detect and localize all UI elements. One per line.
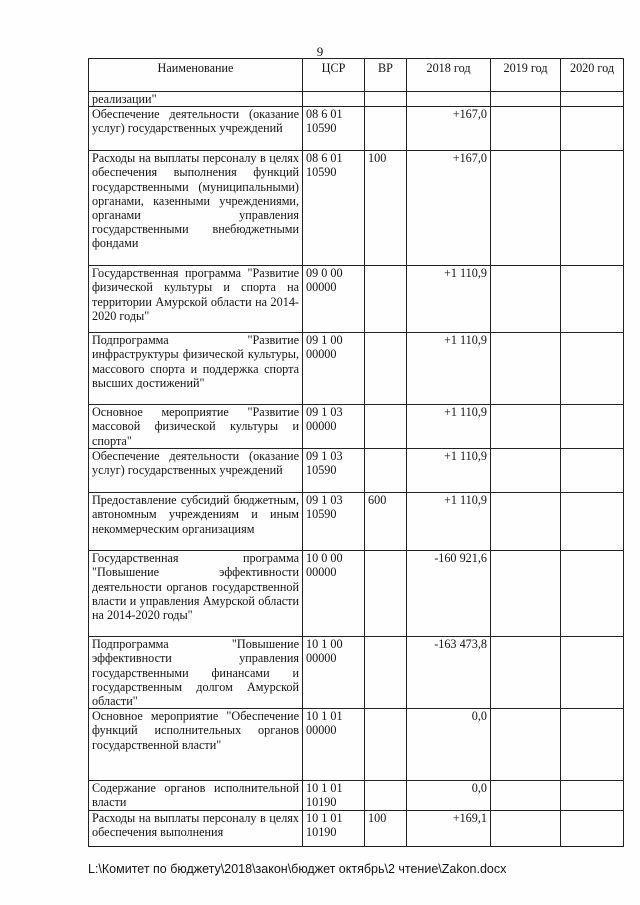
- cell-vr: [365, 266, 407, 333]
- table-row: [89, 266, 624, 333]
- cell-y2020: [561, 405, 624, 449]
- cell-y2020: [561, 266, 624, 333]
- cell-y2018: +1 110,9: [407, 405, 491, 449]
- table-row: [89, 151, 624, 266]
- cell-y2020: [561, 709, 624, 781]
- table-row: [89, 107, 624, 151]
- cell-y2020: [561, 551, 624, 637]
- table-row: [89, 92, 624, 107]
- cell-name: Подпрограмма "Повышение эффективности управления государственными финансами и государственным долгом Амурской области": [89, 637, 303, 709]
- cell-name: Основное мероприятие "Развитие массовой физической культуры и спорта": [89, 405, 303, 449]
- cell-name: Содержание органов исполнительной власти: [89, 781, 303, 810]
- cell-y2018: -160 921,6: [407, 551, 491, 637]
- table-row: [89, 709, 624, 781]
- cell-vr: [365, 92, 407, 107]
- cell-y2018: +167,0: [407, 151, 491, 266]
- cell-y2019: [491, 551, 561, 637]
- cell-y2019: [491, 151, 561, 266]
- cell-vr: [365, 449, 407, 493]
- cell-y2020: [561, 810, 624, 846]
- cell-y2018: 0,0: [407, 709, 491, 781]
- cell-vr: [365, 637, 407, 709]
- cell-y2018: +169,1: [407, 810, 491, 846]
- header-2019: 2019 год: [491, 59, 561, 92]
- cell-csr: 08 6 01 10590: [303, 151, 365, 266]
- cell-name: Расходы на выплаты персоналу в целях обеспечения выполнения функций государственными (муниципальными) органами, казенными учреждениями, органами управления государственными внебюджетными фондами: [89, 151, 303, 266]
- header-name: Наименование: [89, 59, 303, 92]
- cell-y2020: [561, 449, 624, 493]
- cell-vr: [365, 551, 407, 637]
- cell-csr: 10 1 01 10190: [303, 781, 365, 810]
- header-2020: 2020 год: [561, 59, 624, 92]
- cell-vr: [365, 709, 407, 781]
- cell-csr: 09 0 00 00000: [303, 266, 365, 333]
- table-row: [89, 493, 624, 551]
- cell-csr: 09 1 03 10590: [303, 493, 365, 551]
- table-row: [89, 810, 624, 846]
- cell-vr: 600: [365, 493, 407, 551]
- header-2018: 2018 год: [407, 59, 491, 92]
- cell-name: Расходы на выплаты персоналу в целях обеспечения выполнения: [89, 810, 303, 846]
- cell-y2019: [491, 266, 561, 333]
- cell-csr: 10 1 00 00000: [303, 637, 365, 709]
- table-row: [89, 637, 624, 709]
- budget-table: [88, 58, 624, 847]
- cell-y2020: [561, 151, 624, 266]
- cell-vr: 100: [365, 151, 407, 266]
- cell-y2020: [561, 92, 624, 107]
- cell-csr: 09 1 03 00000: [303, 405, 365, 449]
- cell-name: Государственная программа "Развитие физической культуры и спорта на территории Амурской области на 2014-2020 годы": [89, 266, 303, 333]
- cell-y2018: -163 473,8: [407, 637, 491, 709]
- cell-name: Подпрограмма "Развитие инфраструктуры физической культуры, массового спорта и поддержка спорта высших достижений": [89, 333, 303, 405]
- cell-y2019: [491, 637, 561, 709]
- cell-name: Обеспечение деятельности (оказание услуг) государственных учреждений: [89, 107, 303, 151]
- cell-y2018: +1 110,9: [407, 493, 491, 551]
- cell-csr: [303, 92, 365, 107]
- cell-y2020: [561, 333, 624, 405]
- cell-vr: [365, 405, 407, 449]
- cell-csr: 09 1 03 10590: [303, 449, 365, 493]
- cell-y2020: [561, 637, 624, 709]
- cell-y2019: [491, 333, 561, 405]
- cell-y2018: +1 110,9: [407, 449, 491, 493]
- table-row: [89, 449, 624, 493]
- table-header-row: [89, 59, 624, 92]
- cell-y2020: [561, 781, 624, 810]
- cell-csr: 09 1 00 00000: [303, 333, 365, 405]
- cell-y2018: [407, 92, 491, 107]
- cell-y2019: [491, 810, 561, 846]
- table-row: [89, 405, 624, 449]
- cell-name: реализации": [89, 92, 303, 107]
- cell-y2019: [491, 92, 561, 107]
- cell-csr: 10 1 01 00000: [303, 709, 365, 781]
- table-row: [89, 781, 624, 810]
- file-path-footer: L:\Комитет по бюджету\2018\закон\бюджет октябрь\2 чтение\Zakon.docx: [88, 862, 507, 876]
- header-vr: ВР: [365, 59, 407, 92]
- cell-vr: 100: [365, 810, 407, 846]
- cell-name: Государственная программа "Повышение эффективности деятельности органов государственной власти и управления Амурской области на 2014-2020 годы": [89, 551, 303, 637]
- cell-name: Обеспечение деятельности (оказание услуг) государственных учреждений: [89, 449, 303, 493]
- cell-y2019: [491, 493, 561, 551]
- cell-vr: [365, 781, 407, 810]
- cell-y2019: [491, 709, 561, 781]
- cell-name: Основное мероприятие "Обеспечение функций исполнительных органов государственной власти": [89, 709, 303, 781]
- cell-csr: 08 6 01 10590: [303, 107, 365, 151]
- cell-y2020: [561, 493, 624, 551]
- cell-name: Предоставление субсидий бюджетным, автономным учреждениям и иным некоммерческим организациям: [89, 493, 303, 551]
- cell-vr: [365, 333, 407, 405]
- cell-csr: 10 0 00 00000: [303, 551, 365, 637]
- cell-y2019: [491, 449, 561, 493]
- cell-y2019: [491, 107, 561, 151]
- cell-y2020: [561, 107, 624, 151]
- cell-vr: [365, 107, 407, 151]
- table-row: [89, 551, 624, 637]
- cell-y2019: [491, 781, 561, 810]
- header-csr: ЦСР: [303, 59, 365, 92]
- page-number: 9: [316, 44, 324, 59]
- table-row: [89, 333, 624, 405]
- cell-y2018: 0,0: [407, 781, 491, 810]
- cell-csr: 10 1 01 10190: [303, 810, 365, 846]
- cell-y2018: +1 110,9: [407, 333, 491, 405]
- cell-y2018: +167,0: [407, 107, 491, 151]
- cell-y2018: +1 110,9: [407, 266, 491, 333]
- cell-y2019: [491, 405, 561, 449]
